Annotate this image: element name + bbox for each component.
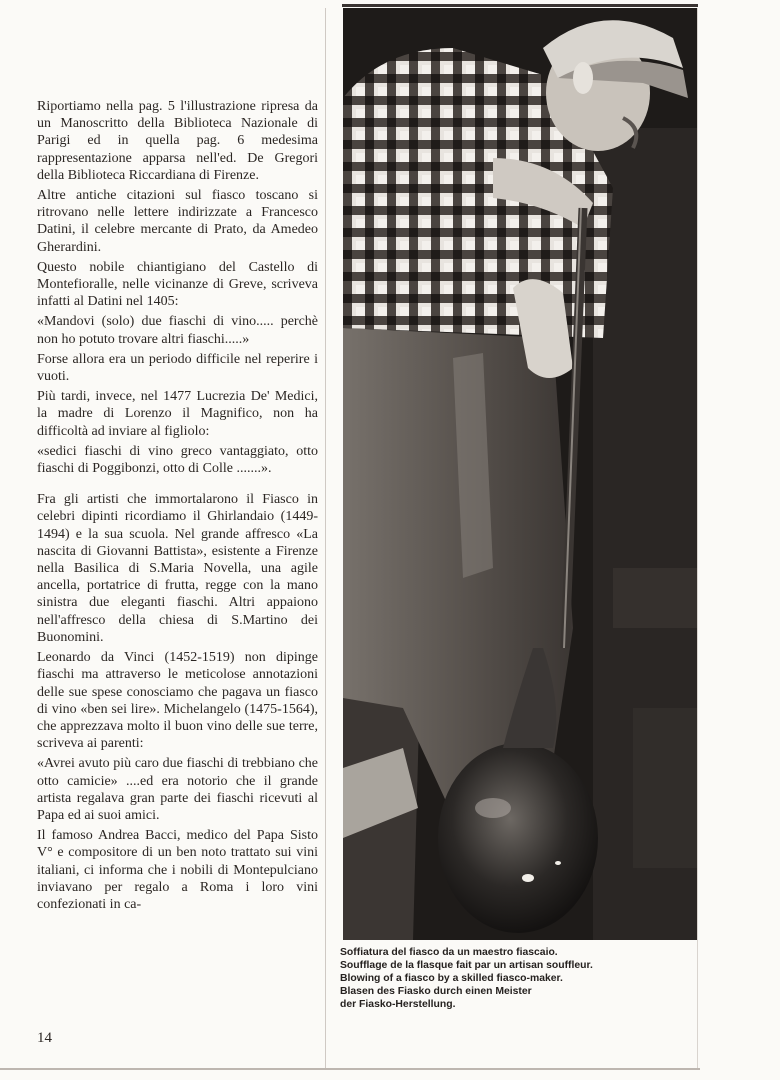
right-border xyxy=(697,8,698,1070)
paragraph: Altre antiche citazioni sul fiasco toscano si ritrovano nelle lettere indirizzate a Francesco Datini, il celebre mercante di Prato, da Amedeo Gherardini. xyxy=(37,188,318,255)
caption-line-german: Blasen des Fiasko durch einen Meister xyxy=(340,986,532,997)
paragraph: «sedici fiaschi di vino greco vantaggiato, otto fiaschi di Poggibonzi, otto di Colle .......». xyxy=(37,443,318,477)
article-text-column xyxy=(37,98,318,916)
page-number: 14 xyxy=(37,1030,52,1046)
paragraph: Questo nobile chiantigiano del Castello di Montefioralle, nelle vicinanze di Greve, scriveva infatti al Datini nel 1405: xyxy=(37,259,318,310)
paragraph: Il famoso Andrea Bacci, medico del Papa Sisto V° e compositore di un ben noto trattato sui vini italiani, ci informa che i nobili di Montepulciano inviavano per regalo a Roma i loro vini confezionati in ca- xyxy=(37,828,318,912)
paragraph: Leonardo da Vinci (1452-1519) non dipinge fiaschi ma attraverso le meticolose annotazioni delle sue spese conosciamo che pagava un fiasco di vino «ben sei lire». Michelangelo (1475-1564), che apprezzava molto il buon vino delle sue terre, scriveva ai parenti: xyxy=(37,650,318,752)
paragraph: «Avrei avuto più caro due fiaschi di trebbiano che otto camicie» ....ed era notorio che il grande artista regalava gran parte dei fiaschi ricevuti al Papa ed ai suoi amici. xyxy=(37,756,318,823)
bottom-rule xyxy=(0,1068,700,1070)
caption-line-german-cont: der Fiasko-Herstellung. xyxy=(340,999,456,1010)
top-rule xyxy=(342,4,698,7)
caption-line-italian: Soffiatura del fiasco da un maestro fiascaio. xyxy=(340,947,558,958)
glassblower-photo xyxy=(343,8,697,940)
caption-line-english: Blowing of a fiasco by a skilled fiasco-maker. xyxy=(340,973,563,984)
photo-caption xyxy=(340,946,698,1011)
column-divider xyxy=(325,8,326,1070)
paragraph: Riportiamo nella pag. 5 l'illustrazione ripresa da un Manoscritto della Biblioteca Nazionale di Parigi ed in quella pag. 6 medesima rappresentazione apparsa nell'ed. De Gregori della Biblioteca Riccardiana di Firenze. xyxy=(37,99,318,183)
caption-line-french: Soufflage de la flasque fait par un artisan souffleur. xyxy=(340,960,593,971)
paragraph: «Mandovi (solo) due fiaschi di vino..... perchè non ho potuto trovare altri fiaschi.....» xyxy=(37,314,318,347)
paragraph: Fra gli artisti che immortalarono il Fiasco in celebri dipinti ricordiamo il Ghirlandaio (1449-1494) e la sua scuola. Nel grande affresco «La nascita di Giovanni Battista», esistente a Firenze nella Basilica di S.Maria Novella, una agile ancella, portatrice di frutta, regge con la mano sinistra due eleganti fiaschi. Altri appaiono nell'affresco della chiesa di S.Martino dei Buonomini. xyxy=(37,492,318,645)
paragraph: Forse allora era un periodo difficile nel reperire i vuoti. xyxy=(37,351,318,385)
paragraph: Più tardi, invece, nel 1477 Lucrezia De' Medici, la madre di Lorenzo il Magnifico, non ha difficoltà ad inviare al figliolo: xyxy=(37,389,318,439)
